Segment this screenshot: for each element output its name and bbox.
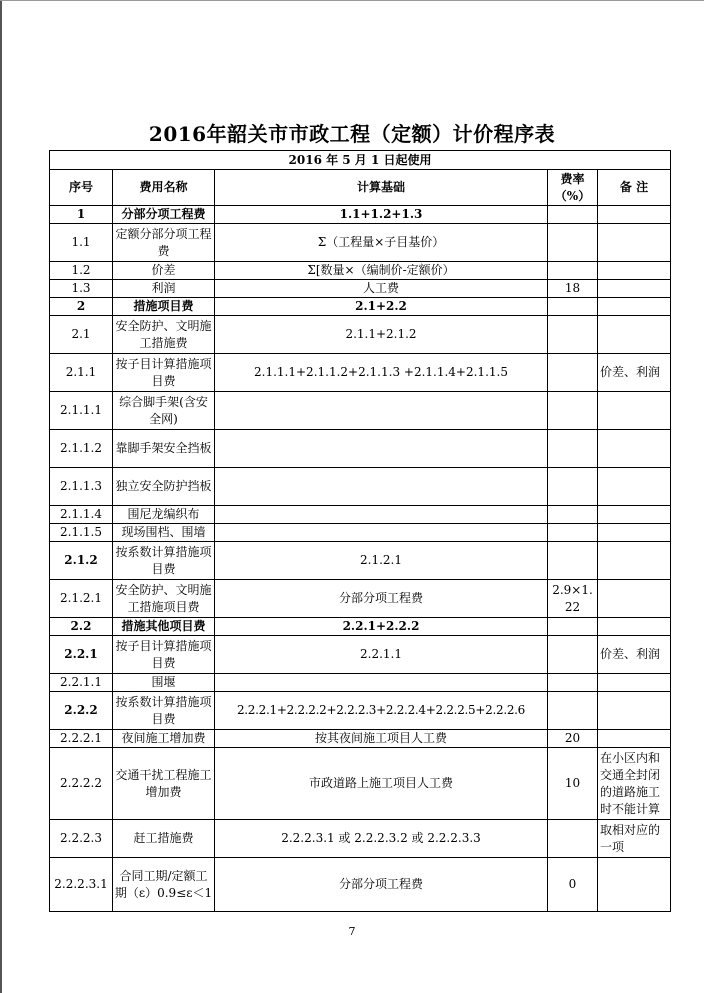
table-row <box>50 392 671 430</box>
cell-name: 夜间施工增加费 <box>113 730 215 748</box>
header-basis: 计算基础 <box>215 170 548 206</box>
cell-name: 合同工期/定额工期（ε）0.9≤ε＜1 <box>113 858 215 912</box>
cell-seq: 2.1.1.2 <box>50 430 113 468</box>
cell-name: 安全防护、文明施工措施项目费 <box>113 580 215 618</box>
cell-rate <box>548 674 598 692</box>
cell-note <box>598 316 671 354</box>
page-edge-top <box>0 0 704 1</box>
cell-note: 取相对应的一项 <box>598 820 671 858</box>
cell-rate <box>548 262 598 280</box>
cell-seq: 2.2.1 <box>50 636 113 674</box>
cell-rate <box>548 224 598 262</box>
cell-rate: 0 <box>548 858 598 912</box>
cell-seq: 1.2 <box>50 262 113 280</box>
cell-rate <box>548 542 598 580</box>
cell-name: 靠脚手架安全挡板 <box>113 430 215 468</box>
cell-seq: 2.1 <box>50 316 113 354</box>
cell-rate <box>548 392 598 430</box>
cell-seq: 2.2.2.3 <box>50 820 113 858</box>
cell-name: 安全防护、文明施工措施费 <box>113 316 215 354</box>
cell-rate <box>548 618 598 636</box>
cell-name: 围尼龙编织布 <box>113 506 215 524</box>
cell-note <box>598 430 671 468</box>
cell-seq: 2.1.1 <box>50 354 113 392</box>
cell-name: 定额分部分项工程费 <box>113 224 215 262</box>
cell-basis <box>215 674 548 692</box>
cell-basis: 2.1.1+2.1.2 <box>215 316 548 354</box>
cell-rate <box>548 298 598 316</box>
cell-seq: 2.1.1.3 <box>50 468 113 506</box>
cell-basis <box>215 392 548 430</box>
page-edge-left <box>0 0 2 993</box>
cell-note <box>598 730 671 748</box>
cell-seq: 2.1.1.5 <box>50 524 113 542</box>
cell-seq: 2.2.2 <box>50 692 113 730</box>
cell-rate <box>548 206 598 224</box>
table-row <box>50 298 671 316</box>
table-row <box>50 316 671 354</box>
cell-rate <box>548 316 598 354</box>
cell-name: 措施其他项目费 <box>113 618 215 636</box>
table-row <box>50 580 671 618</box>
cell-note <box>598 280 671 298</box>
header-rate: 费率（%） <box>548 170 598 206</box>
cell-note: 在小区内和交通全封闭的道路施工时不能计算 <box>598 748 671 820</box>
header-note: 备 注 <box>598 170 671 206</box>
cell-seq: 2.1.1.1 <box>50 392 113 430</box>
header-seq: 序号 <box>50 170 113 206</box>
table-row <box>50 730 671 748</box>
cell-basis: 2.1.2.1 <box>215 542 548 580</box>
cell-basis: Σ[数量×（编制价-定额价） <box>215 262 548 280</box>
table-row <box>50 542 671 580</box>
cell-rate <box>548 354 598 392</box>
cell-basis: 2.2.2.1+2.2.2.2+2.2.2.3+2.2.2.4+2.2.2.5+2.2.2.6 <box>215 692 548 730</box>
cell-rate <box>548 430 598 468</box>
cell-note <box>598 580 671 618</box>
cell-note <box>598 542 671 580</box>
table-row <box>50 280 671 298</box>
cell-rate: 18 <box>548 280 598 298</box>
cell-basis: 分部分项工程费 <box>215 858 548 912</box>
table-row <box>50 506 671 524</box>
cell-basis: 2.1+2.2 <box>215 298 548 316</box>
cell-seq: 2.2.2.2 <box>50 748 113 820</box>
cell-name: 价差 <box>113 262 215 280</box>
table-row <box>50 820 671 858</box>
cell-basis: 1.1+1.2+1.3 <box>215 206 548 224</box>
cell-basis <box>215 468 548 506</box>
cell-note <box>598 858 671 912</box>
cell-name: 按系数计算措施项目费 <box>113 542 215 580</box>
cell-note <box>598 298 671 316</box>
table-row <box>50 468 671 506</box>
table-row <box>50 674 671 692</box>
cell-note <box>598 524 671 542</box>
cell-rate <box>548 692 598 730</box>
cell-seq: 2.1.2 <box>50 542 113 580</box>
cell-rate <box>548 524 598 542</box>
cell-name: 按子目计算措施项目费 <box>113 354 215 392</box>
cell-name: 综合脚手架(含安全网) <box>113 392 215 430</box>
cell-seq: 1.3 <box>50 280 113 298</box>
cell-rate: 20 <box>548 730 598 748</box>
cell-note <box>598 206 671 224</box>
cell-note <box>598 224 671 262</box>
cell-basis: 按其夜间施工项目人工费 <box>215 730 548 748</box>
cell-note <box>598 674 671 692</box>
cell-name: 围堰 <box>113 674 215 692</box>
cell-seq: 2.1.1.4 <box>50 506 113 524</box>
cell-basis: 市政道路上施工项目人工费 <box>215 748 548 820</box>
table-row <box>50 692 671 730</box>
cell-name: 现场围档、围墙 <box>113 524 215 542</box>
cell-basis: 分部分项工程费 <box>215 580 548 618</box>
cell-basis: 2.1.1.1+2.1.1.2+2.1.1.3 +2.1.1.4+2.1.1.5 <box>215 354 548 392</box>
cell-seq: 2.2.1.1 <box>50 674 113 692</box>
cell-note <box>598 692 671 730</box>
table-row <box>50 430 671 468</box>
cell-rate <box>548 468 598 506</box>
cell-rate <box>548 820 598 858</box>
cell-note <box>598 506 671 524</box>
table-subtitle: 2016 年 5 月 1 日起使用 <box>50 151 671 170</box>
table-row <box>50 636 671 674</box>
pricing-procedure-table <box>49 150 671 912</box>
table-row <box>50 224 671 262</box>
cell-name: 措施项目费 <box>113 298 215 316</box>
cell-seq: 2 <box>50 298 113 316</box>
cell-seq: 2.2.2.1 <box>50 730 113 748</box>
cell-rate: 2.9×1.22 <box>548 580 598 618</box>
cell-name: 按子目计算措施项目费 <box>113 636 215 674</box>
table-body <box>50 206 671 912</box>
table-row <box>50 858 671 912</box>
table-row <box>50 748 671 820</box>
cell-seq: 2.2.2.3.1 <box>50 858 113 912</box>
cell-basis: 人工费 <box>215 280 548 298</box>
cell-rate: 10 <box>548 748 598 820</box>
cell-basis: Σ（工程量×子目基价） <box>215 224 548 262</box>
cell-basis: 2.2.1.1 <box>215 636 548 674</box>
cell-name: 交通干扰工程施工增加费 <box>113 748 215 820</box>
page-number: 7 <box>348 925 356 938</box>
cell-basis: 2.2.2.3.1 或 2.2.2.3.2 或 2.2.2.3.3 <box>215 820 548 858</box>
cell-note <box>598 618 671 636</box>
cell-seq: 1.1 <box>50 224 113 262</box>
cell-name: 利润 <box>113 280 215 298</box>
page-title: 2016年韶关市市政工程（定额）计价程序表 <box>148 122 556 146</box>
cell-seq: 1 <box>50 206 113 224</box>
table-row <box>50 262 671 280</box>
table-row <box>50 524 671 542</box>
cell-name: 赶工措施费 <box>113 820 215 858</box>
table-row <box>50 206 671 224</box>
cell-rate <box>548 636 598 674</box>
cell-name: 独立安全防护挡板 <box>113 468 215 506</box>
table-row <box>50 618 671 636</box>
cell-note <box>598 468 671 506</box>
cell-basis <box>215 506 548 524</box>
cell-name: 按系数计算措施项目费 <box>113 692 215 730</box>
cell-basis <box>215 430 548 468</box>
cell-rate <box>548 506 598 524</box>
cell-note: 价差、利润 <box>598 636 671 674</box>
cell-seq: 2.2 <box>50 618 113 636</box>
header-name: 费用名称 <box>113 170 215 206</box>
cell-note <box>598 262 671 280</box>
table-row <box>50 354 671 392</box>
cell-seq: 2.1.2.1 <box>50 580 113 618</box>
cell-name: 分部分项工程费 <box>113 206 215 224</box>
cell-basis <box>215 524 548 542</box>
cell-basis: 2.2.1+2.2.2 <box>215 618 548 636</box>
cell-note <box>598 392 671 430</box>
cell-note: 价差、利润 <box>598 354 671 392</box>
